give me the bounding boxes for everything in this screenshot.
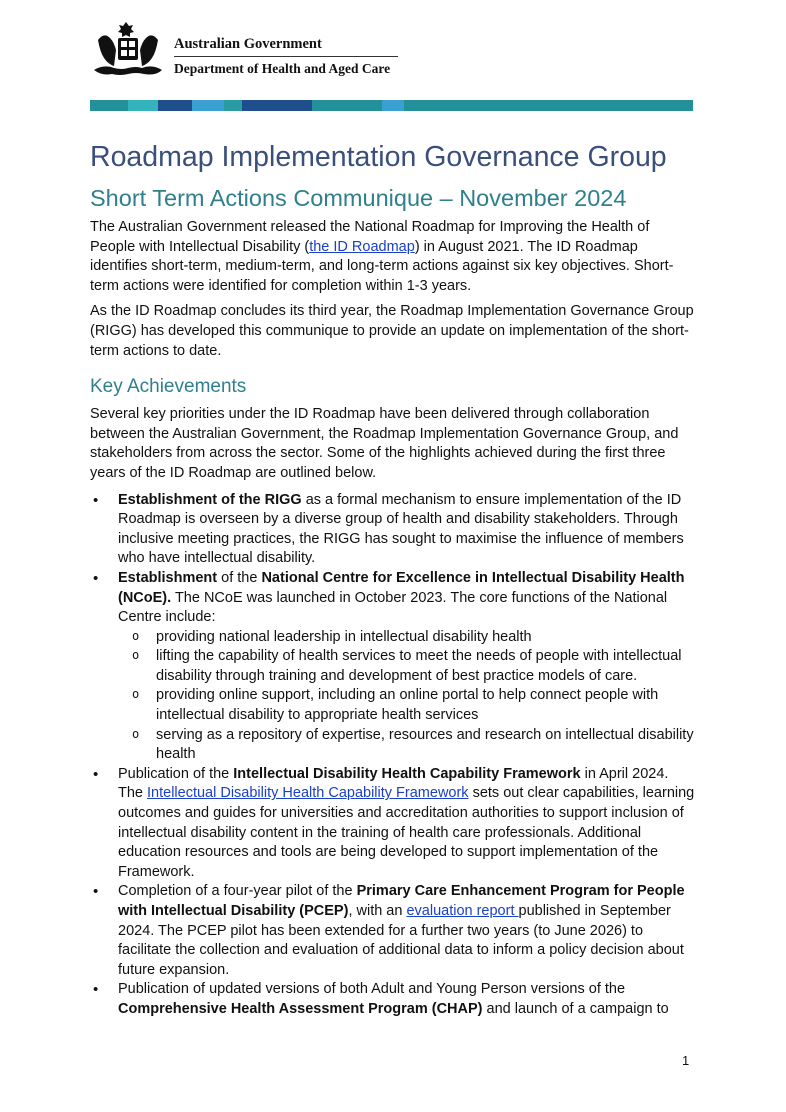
bar-segment	[404, 100, 693, 111]
capability-framework-link[interactable]: Intellectual Disability Health Capability Framework	[147, 785, 469, 802]
list-item: • Establishment of the National Centre for Excellence in Intellectual Disability Health (NCoE). The NCoE was launched in October 2023. The core functions of the National Centre include: o providing national leadership in intellectual disability health o lifting the capability of health services to meet the needs of people with intellectual disability through training and development of best practice models of care. o providing online support, including an online portal to help connect people with intellectual disability to appropriate health services o serving as a repository of expertise, resources and research on intellectual disability health	[90, 569, 696, 765]
list-item: o lifting the capability of health services to meet the needs of people with intellectual disability through training and development of best practice models of care.	[118, 647, 696, 686]
bar-segment	[192, 100, 224, 111]
government-name: Australian Government	[174, 36, 398, 57]
bar-segment	[312, 100, 382, 111]
list-item: o providing national leadership in intellectual disability health	[118, 628, 696, 648]
page-number: 1	[682, 1053, 690, 1068]
key-achievements-intro: Several key priorities under the ID Roadmap have been delivered through collaboration between the Australian Government, the Roadmap Implementation Governance Group, and stakeholders from across the sector. Some of the highlights achieved during the first three years of the ID Roadmap are outlined below.	[90, 406, 679, 481]
header	[90, 20, 410, 82]
ncoe-functions-list	[118, 628, 696, 765]
intro-paragraph-2: As the ID Roadmap concludes its third year, the Roadmap Implementation Governance Group (RIGG) has developed this communique to provide an update on implementation of the short-term actions to date.	[90, 303, 694, 359]
page-title: Roadmap Implementation Governance Group	[90, 141, 667, 173]
bar-segment	[158, 100, 192, 111]
list-item: • Completion of a four-year pilot of the Primary Care Enhancement Program for People with Intellectual Disability (PCEP), with an evaluation report published in September 2024. The PCEP pilot has been extended for a further two years (to June 2026) to facilitate the collection and evaluation of additional data to inform a policy decision about future expansion.	[90, 882, 696, 980]
list-item: • Publication of updated versions of both Adult and Young Person versions of the Comprehensive Health Assessment Program (CHAP) and launch of a campaign to	[90, 980, 696, 1019]
list-item: • Publication of the Intellectual Disability Health Capability Framework in April 2024. The Intellectual Disability Health Capability Framework sets out clear capabilities, learning outcomes and guides for universities and accreditation authorities to support inclusion of intellectual disability content in the training of health care professionals. Additional education resources and tools are being developed to support implementation of the Framework.	[90, 765, 696, 883]
department-name: Department of Health and Aged Care	[174, 61, 391, 76]
key-achievements-heading: Key Achievements	[90, 376, 247, 398]
decorative-colour-bar	[90, 100, 693, 111]
intro-paragraph-1: The Australian Government released the National Roadmap for Improving the Health of People with Intellectual Disability (the ID Roadmap) in August 2021. The ID Roadmap identifies short-term, medium-term, and long-term actions against six key objectives. Short-term actions were identified for completion within 1-3 years.	[90, 219, 674, 294]
list-item: o providing online support, including an online portal to help connect people with intellectual disability to appropriate health services	[118, 686, 696, 725]
achievements-list	[90, 491, 696, 1020]
evaluation-report-link[interactable]: evaluation report	[406, 903, 519, 919]
bar-segment	[224, 100, 242, 111]
bar-segment	[128, 100, 158, 111]
bar-segment	[242, 100, 312, 111]
document-body	[90, 138, 696, 1020]
bar-segment	[90, 100, 128, 111]
coat-of-arms-icon	[90, 20, 166, 80]
list-item: o serving as a repository of expertise, resources and research on intellectual disability health	[118, 726, 696, 765]
list-item: • Establishment of the RIGG as a formal mechanism to ensure implementation of the ID Roadmap is overseen by a diverse group of health and disability stakeholders. Through inclusive meeting practices, the RIGG has sought to maximise the influence of members who have intellectual disability.	[90, 491, 696, 569]
bar-segment	[382, 100, 404, 111]
id-roadmap-link[interactable]: the ID Roadmap	[309, 238, 415, 255]
page-subtitle: Short Term Actions Communique – November 2024	[90, 185, 627, 211]
